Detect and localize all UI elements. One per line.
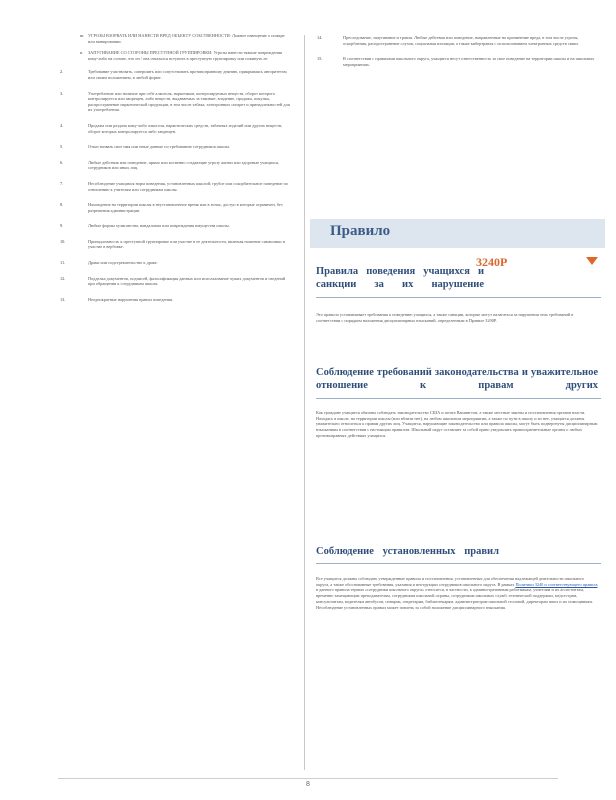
list-item xyxy=(52,160,292,171)
item-text: В соответствии с правилами школьного округа, учащиеся несут ответственность за свое поведение на территории школы и на школьных мероприятиях. xyxy=(343,56,595,67)
item-number: 7. xyxy=(60,180,64,186)
item-number: 12. xyxy=(60,275,66,281)
section-body: Как граждане учащиеся обязаны соблюдать законодательство США и штата Вашингтон, а также местные законы и постановления органов власти. Находясь в школе, на территории школы (или вблизи нее), на любом школьном мероприятии, а также по пути в школу и из нее, учащиеся должны уважительно относиться к правам других лиц. Учащиеся, нарушающие законодательство или правила школы, могут быть подвергнуты дисциплинарным взысканиям в соответствии с настоящим правилом. Школьный округ оставляет за собой право уведомлять правоохранительные органы о любых противоправных действиях учащихся. xyxy=(316,410,598,438)
page-number: 8 xyxy=(306,781,310,788)
list-item xyxy=(52,69,292,80)
section-heading: Соблюдение установленных правил xyxy=(316,546,499,557)
list-item xyxy=(315,56,600,67)
rule-code-text: 3240Р xyxy=(476,255,508,269)
section-heading: Соблюдение требований законодательства и уважительное отношение к правам других xyxy=(316,367,598,391)
item-number: n. xyxy=(80,50,84,56)
list-item xyxy=(52,223,292,229)
rules-list-right xyxy=(315,35,600,67)
item-text: Употребление или наличие при себе алкоголя, наркотиков, контролируемых веществ, оборот которого контролируется или запрещен, либо веществ, выдаваемых за таковые; владение, продажа, покупка, распространение наркотической продукции, в том числе табака, электронных сигарет и принадлежностей для их употребления. xyxy=(88,90,290,113)
item-text: Требование участвовать, совершить или сопутствовать противоправному деянию, прикрываясь авторитетом или своим положением, в любой форме. xyxy=(88,69,287,80)
item-text: Любые действия или поведение, прямо или косвенно создающие угрозу жизни или здоровью учащихся, сотрудников или иных лиц. xyxy=(88,159,279,171)
triangle-down-icon xyxy=(586,257,598,265)
right-column-list xyxy=(315,35,600,67)
list-item xyxy=(52,144,292,150)
body-text: в данного правила термин «сотрудники школьного округа» относится, в частности, к административным работникам, учителям и их ассистентам, временно замещающим преподавателям, сотрудникам школьной охраны, сотрудникам школьных служб, технической поддержки, медсестрам, консультантам, водителям автобусов, поварам, секретарям, библиотекарям, администраторам школьной столовой, директорам школ и их помощникам. Несоблюдение установленных правил может повлечь за собой наложение дисциплинарного взыскания. xyxy=(316,587,594,610)
page-title: Правило xyxy=(330,223,391,239)
item-number: 2. xyxy=(60,69,64,75)
item-number: 5. xyxy=(60,144,64,150)
list-item xyxy=(315,35,600,46)
footer-rule xyxy=(58,778,558,779)
item-text: Отказ назвать свое имя или иные данные по требованию сотрудников школы. xyxy=(88,144,231,150)
section-body: Это правило устанавливает требования к поведению учащихся, а также санкции, которые могут налагаться за нарушения этих требований в соответствии с порядком наложения дисциплинарных взысканий, определенным в Правиле 3200Р. xyxy=(316,312,574,323)
item-number: 6. xyxy=(60,159,64,165)
list-item xyxy=(52,239,292,250)
item-text: Принадлежность к преступной группировке или участие в ее деятельности, включая ношение символики и участие в вербовке. xyxy=(88,238,285,250)
list-item xyxy=(52,202,292,213)
list-item xyxy=(52,260,292,266)
item-number: 13. xyxy=(60,296,66,302)
item-text: Продажа или раздача кому-либо алкоголя, наркотических средств, табачных изделий или других веществ, оборот которых контролируется либо запрещен. xyxy=(88,122,283,134)
item-text: Преследование, запугивание и травля. Любые действия или поведение, направленные на причинение вреда, в том числе угрозы, оскорбления, распространение слухов, социальная изоляция, а также кибертравля с использованием электронных средств связи. xyxy=(343,35,579,46)
item-text: Драки или подстрекательство к драке. xyxy=(88,260,158,266)
item-text: Неоднократные нарушения правил поведения. xyxy=(88,296,174,302)
list-item xyxy=(52,33,292,44)
item-text: Нахождение на территории школы в неустановленное время или в зонах, доступ в которые ограничен, без разрешения администрации. xyxy=(88,202,283,213)
item-number: 8. xyxy=(60,202,64,208)
item-text: Несоблюдение учащимся норм поведения, установленных школой; грубое или оскорбительное поведение по отношению к учителям или сотрудникам школы. xyxy=(88,180,288,192)
item-text: Любые формы хулиганства, вандализма или повреждения имущества школы. xyxy=(88,223,230,229)
heading-rule xyxy=(316,398,601,399)
list-item xyxy=(52,181,292,192)
section-heading: Правила поведения учащихся и санкции за их нарушение xyxy=(316,266,484,290)
item-text: ЗАПУГИВАНИЕ СО СТОРОНЫ ПРЕСТУПНОЙ ГРУППИРОВКИ: Угрозы нанести тяжкие повреждения кому-либо на основе, что он / она отказался вступить в преступную группировку или покинуть ее. xyxy=(88,50,282,61)
body-text: Все учащиеся должны соблюдать утвержденные правила и постановления, установленные для обеспечения надлежащей деятельности школьного округа, а также обоснованные требования, указания и инструкции сотрудников школьного округа. В рамках xyxy=(316,576,585,587)
list-item xyxy=(52,276,292,287)
list-item xyxy=(52,50,292,61)
item-number: 11. xyxy=(60,260,66,266)
item-number: m. xyxy=(80,33,85,38)
item-number: 9. xyxy=(60,223,64,229)
list-item xyxy=(52,123,292,134)
heading-rule xyxy=(316,563,601,564)
left-column xyxy=(52,33,292,302)
column-divider xyxy=(304,35,305,770)
section-body xyxy=(316,576,598,610)
item-number: 15. xyxy=(317,56,323,62)
item-number: 10. xyxy=(60,238,66,244)
item-number: 4. xyxy=(60,122,64,128)
policy-link[interactable]: Политики 3240 и соответствующего правила xyxy=(515,581,598,587)
item-text: Подделка документов, подписей, фальсификация данных или использование чужих документов и сведений при обращении к сотрудникам школы. xyxy=(88,275,286,287)
rules-list-left xyxy=(52,33,292,302)
item-text: УГРОЗЫ ВЗОРВАТЬ ИЛИ НАНЕСТИ ВРЕД ОБЪЕКТУ СОБСТВЕННОСТИ: Ложное извещение о пожаре или минировании. xyxy=(88,33,285,44)
item-number: 3. xyxy=(60,90,64,96)
item-number: 14. xyxy=(317,35,323,40)
heading-rule xyxy=(316,297,601,298)
list-item xyxy=(52,91,292,113)
list-item xyxy=(52,297,292,303)
